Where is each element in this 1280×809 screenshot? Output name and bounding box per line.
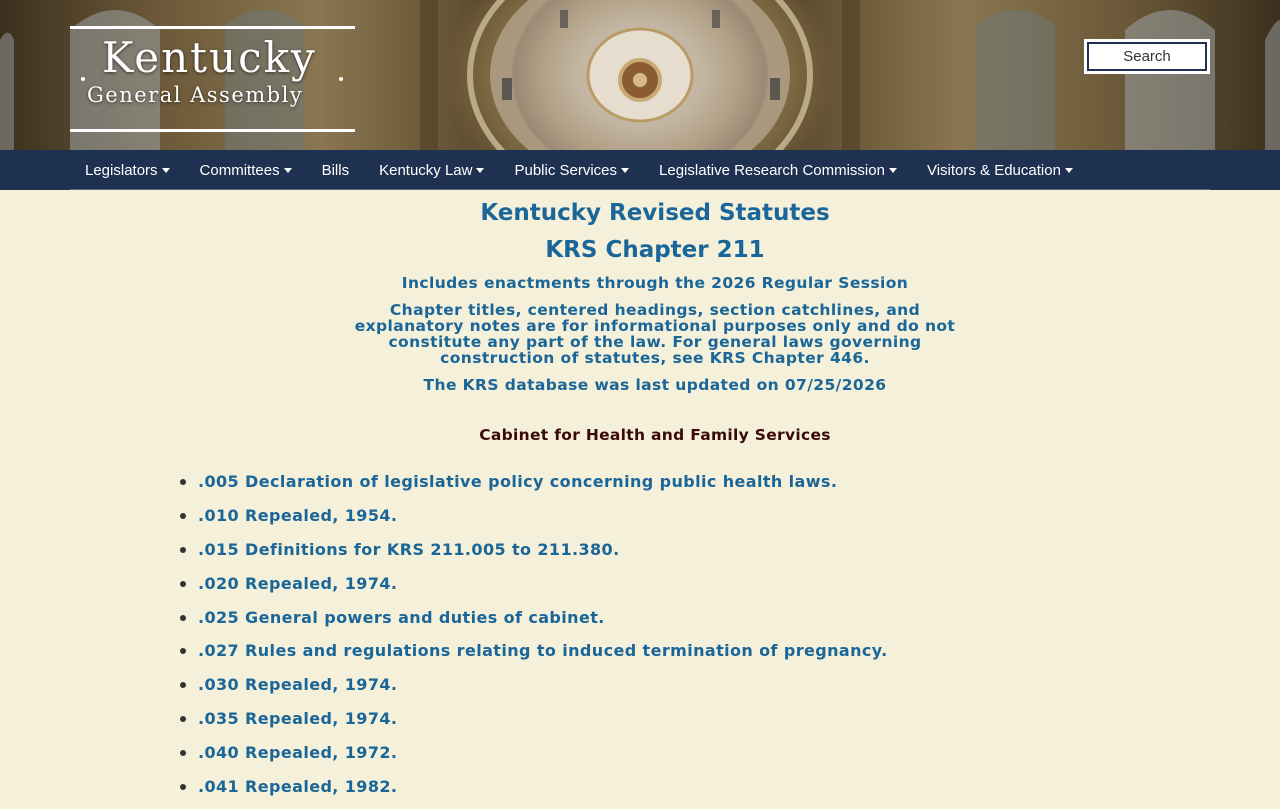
site-logo[interactable] [70, 26, 355, 132]
section-link[interactable] [178, 639, 888, 673]
logo-subtitle: General Assembly [87, 83, 304, 107]
main-nav [70, 150, 1088, 190]
caret-down-icon [1065, 168, 1073, 173]
section-label: .025 General powers and duties of cabinet. [198, 607, 605, 627]
bullet [180, 750, 186, 756]
nav-label: Bills [321, 161, 350, 179]
cabinet-heading: Cabinet for Health and Family Services [479, 426, 831, 444]
caret-down-icon [284, 168, 292, 173]
logo-dot-left [81, 77, 85, 81]
nav-visitors-education[interactable] [912, 162, 1088, 179]
bullet [180, 615, 186, 621]
section-link[interactable] [178, 504, 888, 538]
logo-dot-right [339, 77, 343, 81]
nav-public-services[interactable] [499, 162, 644, 179]
nav-legislative-research-commission[interactable] [644, 162, 912, 179]
nav-label: Legislators [85, 161, 158, 179]
section-label: .040 Repealed, 1972. [198, 743, 398, 763]
nav-committees[interactable] [185, 162, 307, 179]
search-button[interactable]: Search [1084, 39, 1210, 74]
bullet [180, 479, 186, 485]
last-updated-note: The KRS database was last updated on 07/25/2026 [423, 376, 887, 394]
section-link[interactable] [178, 538, 888, 572]
section-label: .041 Repealed, 1982. [198, 777, 398, 797]
section-label: .030 Repealed, 1974. [198, 675, 398, 695]
nav-bills[interactable] [307, 162, 365, 179]
section-link[interactable] [178, 470, 888, 504]
nav-label: Kentucky Law [379, 161, 473, 179]
caret-down-icon [889, 168, 897, 173]
section-label: .035 Repealed, 1974. [198, 709, 398, 729]
section-link[interactable] [178, 606, 888, 640]
bullet [180, 648, 186, 654]
nav-label: Public Services [514, 161, 618, 179]
section-label: .010 Repealed, 1954. [198, 505, 398, 525]
nav-label: Visitors & Education [926, 161, 1061, 179]
section-link[interactable] [178, 775, 888, 809]
informational-note: Chapter titles, centered headings, section catchlines, and explanatory notes are for informational purposes only and do not constitute any part of the law. For general laws governing construction of statutes, see KRS Chapter 446. [354, 301, 956, 367]
bullet [180, 547, 186, 553]
nav-label: Committees [199, 161, 280, 179]
caret-down-icon [476, 168, 484, 173]
section-label: .015 Definitions for KRS 211.005 to 211.380. [198, 539, 620, 559]
enactments-note: Includes enactments through the 2026 Regular Session [401, 274, 909, 292]
section-label: .005 Declaration of legislative policy concerning public health laws. [198, 472, 838, 491]
section-link[interactable] [178, 741, 888, 775]
header-banner [0, 0, 1280, 150]
caret-down-icon [162, 168, 170, 173]
page-title: Kentucky Revised Statutes [480, 200, 830, 226]
caret-down-icon [621, 168, 629, 173]
bullet [180, 581, 186, 587]
bullet [180, 682, 186, 688]
bullet [180, 784, 186, 790]
bullet [180, 716, 186, 722]
section-link[interactable] [178, 673, 888, 707]
section-list [178, 470, 888, 809]
nav-kentucky-law[interactable] [364, 162, 499, 179]
bullet [180, 513, 186, 519]
section-link[interactable] [178, 572, 888, 606]
chapter-title: KRS Chapter 211 [545, 237, 765, 263]
nav-label: Legislative Research Commission [659, 161, 885, 179]
section-link[interactable] [178, 707, 888, 741]
logo-title: Kentucky [102, 33, 317, 82]
section-label: .027 Rules and regulations relating to induced termination of pregnancy. [198, 641, 888, 661]
section-label: .020 Repealed, 1974. [198, 573, 398, 593]
nav-legislators[interactable] [70, 162, 185, 179]
